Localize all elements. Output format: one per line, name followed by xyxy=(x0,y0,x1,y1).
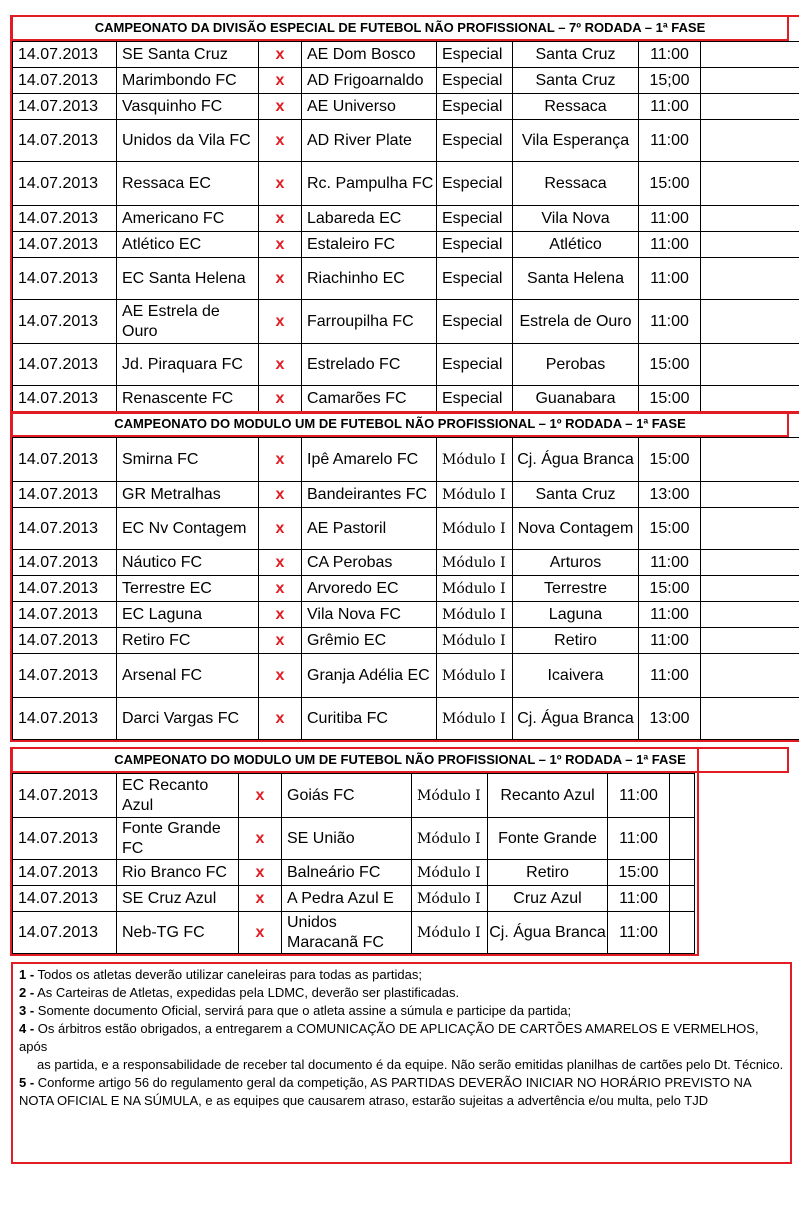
division: Especial xyxy=(437,68,513,94)
empty-cell xyxy=(701,68,799,94)
kickoff-time: 11:00 xyxy=(639,300,701,344)
empty-cell xyxy=(701,206,799,232)
division: Módulo I xyxy=(437,576,513,602)
home-team: Náutico FC xyxy=(117,550,259,576)
division: Módulo I xyxy=(412,860,488,886)
versus-mark: x xyxy=(239,818,282,860)
table-row xyxy=(13,232,799,258)
table-row xyxy=(13,628,799,654)
kickoff-time: 15:00 xyxy=(639,576,701,602)
home-team: Marimbondo FC xyxy=(117,68,259,94)
venue: Cj. Água Branca xyxy=(488,912,608,954)
table-row xyxy=(13,120,799,162)
home-team: Fonte Grande FC xyxy=(117,818,239,860)
home-team: Jd. Piraquara FC xyxy=(117,344,259,386)
division: Especial xyxy=(437,162,513,206)
venue: Estrela de Ouro xyxy=(513,300,639,344)
division: Módulo I xyxy=(437,628,513,654)
match-date: 14.07.2013 xyxy=(13,774,117,818)
table-row xyxy=(13,886,695,912)
table-row xyxy=(13,508,799,550)
away-team: Granja Adélia EC xyxy=(302,654,437,698)
division: Módulo I xyxy=(412,774,488,818)
away-team: AE Universo xyxy=(302,94,437,120)
division: Especial xyxy=(437,206,513,232)
kickoff-time: 11:00 xyxy=(639,550,701,576)
kickoff-time: 11:00 xyxy=(608,912,670,954)
empty-cell xyxy=(670,774,695,818)
table-row xyxy=(13,576,799,602)
note-4-continued: as partida, e a responsabilidade de receber tal documento é da equipe. Não serão emitidas planilhas de cartões pelo Dt. Técnico. xyxy=(37,1057,784,1072)
division: Módulo I xyxy=(437,438,513,482)
kickoff-time: 11:00 xyxy=(639,42,701,68)
away-team: Grêmio EC xyxy=(302,628,437,654)
away-team: Unidos Maracanã FC xyxy=(282,912,412,954)
kickoff-time: 15:00 xyxy=(608,860,670,886)
venue: Nova Contagem xyxy=(513,508,639,550)
versus-mark: x xyxy=(259,654,302,698)
kickoff-time: 15:00 xyxy=(639,508,701,550)
empty-cell xyxy=(701,550,799,576)
away-team: AD Frigoarnaldo xyxy=(302,68,437,94)
table-row xyxy=(13,482,799,508)
away-team: Goiás FC xyxy=(282,774,412,818)
division: Módulo I xyxy=(437,602,513,628)
venue: Santa Cruz xyxy=(513,482,639,508)
home-team: SE Santa Cruz xyxy=(117,42,259,68)
home-team: Terrestre EC xyxy=(117,576,259,602)
note-3: 3 - Somente documento Oficial, servirá para que o atleta assine a súmula e participe da partida; xyxy=(19,1003,572,1018)
division: Módulo I xyxy=(437,508,513,550)
versus-mark: x xyxy=(259,206,302,232)
away-team: Rc. Pampulha FC xyxy=(302,162,437,206)
versus-mark: x xyxy=(239,774,282,818)
division: Especial xyxy=(437,258,513,300)
empty-cell xyxy=(701,602,799,628)
venue: Laguna xyxy=(513,602,639,628)
venue: Retiro xyxy=(513,628,639,654)
venue: Retiro xyxy=(488,860,608,886)
table-row xyxy=(13,162,799,206)
versus-mark: x xyxy=(259,698,302,740)
table-row xyxy=(13,912,695,954)
venue: Recanto Azul xyxy=(488,774,608,818)
kickoff-time: 11:00 xyxy=(639,258,701,300)
versus-mark: x xyxy=(259,550,302,576)
kickoff-time: 15;00 xyxy=(639,68,701,94)
kickoff-time: 15:00 xyxy=(639,438,701,482)
note-4: 4 - Os árbitros estão obrigados, a entregarem a COMUNICAÇÃO DE APLICAÇÃO DE CARTÕES AMARELOS E VERMELHOS, após xyxy=(19,1021,759,1054)
division: Módulo I xyxy=(437,550,513,576)
division: Módulo I xyxy=(437,698,513,740)
venue: Fonte Grande xyxy=(488,818,608,860)
home-team: EC Santa Helena xyxy=(117,258,259,300)
section-title-modulo-um: CAMPEONATO DO MODULO UM DE FUTEBOL NÃO PROFISSIONAL – 1º RODADA – 1ª FASE xyxy=(11,411,789,437)
venue: Perobas xyxy=(513,344,639,386)
empty-cell xyxy=(701,232,799,258)
home-team: Renascente FC xyxy=(117,386,259,412)
empty-cell xyxy=(701,42,799,68)
versus-mark: x xyxy=(259,344,302,386)
home-team: Vasquinho FC xyxy=(117,94,259,120)
versus-mark: x xyxy=(239,886,282,912)
away-team: AE Dom Bosco xyxy=(302,42,437,68)
empty-cell xyxy=(701,94,799,120)
away-team: Labareda EC xyxy=(302,206,437,232)
table-row xyxy=(13,438,799,482)
empty-cell xyxy=(701,628,799,654)
match-date: 14.07.2013 xyxy=(13,698,117,740)
venue: Cj. Água Branca xyxy=(513,438,639,482)
empty-cell xyxy=(701,386,799,412)
versus-mark: x xyxy=(259,258,302,300)
away-team: Bandeirantes FC xyxy=(302,482,437,508)
home-team: Darci Vargas FC xyxy=(117,698,259,740)
venue: Vila Esperança xyxy=(513,120,639,162)
versus-mark: x xyxy=(259,42,302,68)
home-team: EC Laguna xyxy=(117,602,259,628)
table-row xyxy=(13,698,799,740)
away-team: Estaleiro FC xyxy=(302,232,437,258)
home-team: Unidos da Vila FC xyxy=(117,120,259,162)
division: Especial xyxy=(437,386,513,412)
match-date: 14.07.2013 xyxy=(13,258,117,300)
division: Módulo I xyxy=(412,886,488,912)
table-row xyxy=(13,42,799,68)
away-team: AE Pastoril xyxy=(302,508,437,550)
versus-mark: x xyxy=(259,482,302,508)
venue: Icaivera xyxy=(513,654,639,698)
table-row xyxy=(13,602,799,628)
empty-cell xyxy=(670,886,695,912)
versus-mark: x xyxy=(259,232,302,258)
venue: Cj. Água Branca xyxy=(513,698,639,740)
match-date: 14.07.2013 xyxy=(13,68,117,94)
venue: Terrestre xyxy=(513,576,639,602)
table-row xyxy=(13,860,695,886)
away-team: Balneário FC xyxy=(282,860,412,886)
empty-cell xyxy=(701,508,799,550)
home-team: Atlético EC xyxy=(117,232,259,258)
home-team: Smirna FC xyxy=(117,438,259,482)
match-date: 14.07.2013 xyxy=(13,576,117,602)
match-date: 14.07.2013 xyxy=(13,300,117,344)
away-team: A Pedra Azul E xyxy=(282,886,412,912)
match-date: 14.07.2013 xyxy=(13,482,117,508)
kickoff-time: 13:00 xyxy=(639,482,701,508)
table-row xyxy=(13,386,799,412)
division: Especial xyxy=(437,300,513,344)
away-team: Vila Nova FC xyxy=(302,602,437,628)
venue: Cruz Azul xyxy=(488,886,608,912)
match-date: 14.07.2013 xyxy=(13,438,117,482)
away-team: CA Perobas xyxy=(302,550,437,576)
away-team: Estrelado FC xyxy=(302,344,437,386)
table-row xyxy=(13,94,799,120)
home-team: Rio Branco FC xyxy=(117,860,239,886)
table-row xyxy=(13,258,799,300)
versus-mark: x xyxy=(259,68,302,94)
division: Módulo I xyxy=(412,818,488,860)
versus-mark: x xyxy=(259,162,302,206)
kickoff-time: 13:00 xyxy=(639,698,701,740)
versus-mark: x xyxy=(239,860,282,886)
away-team: Ipê Amarelo FC xyxy=(302,438,437,482)
match-date: 14.07.2013 xyxy=(13,386,117,412)
match-date: 14.07.2013 xyxy=(13,860,117,886)
empty-cell xyxy=(701,162,799,206)
home-team: Ressaca EC xyxy=(117,162,259,206)
games-table-especial xyxy=(12,41,799,412)
empty-cell xyxy=(701,482,799,508)
note-1: 1 - Todos os atletas deverão utilizar caneleiras para todas as partidas; xyxy=(19,967,422,982)
away-team: Curitiba FC xyxy=(302,698,437,740)
empty-cell xyxy=(701,438,799,482)
match-date: 14.07.2013 xyxy=(13,886,117,912)
rules-notes xyxy=(11,962,792,1164)
kickoff-time: 11:00 xyxy=(608,818,670,860)
home-team: SE Cruz Azul xyxy=(117,886,239,912)
versus-mark: x xyxy=(259,300,302,344)
versus-mark: x xyxy=(259,508,302,550)
empty-cell xyxy=(701,120,799,162)
venue: Atlético xyxy=(513,232,639,258)
home-team: Americano FC xyxy=(117,206,259,232)
home-team: Arsenal FC xyxy=(117,654,259,698)
note-5: 5 - Conforme artigo 56 do regulamento geral da competição, AS PARTIDAS DEVERÃO INICIAR NO HORÁRIO PREVISTO NA NOTA OFICIAL E NA SÚMULA, e as equipes que causarem atraso, estarão sujeitas a advertência e/ou multa, pelo TJD xyxy=(19,1075,751,1108)
home-team: EC Recanto Azul xyxy=(117,774,239,818)
versus-mark: x xyxy=(259,576,302,602)
away-team: Arvoredo EC xyxy=(302,576,437,602)
empty-cell xyxy=(701,300,799,344)
match-date: 14.07.2013 xyxy=(13,508,117,550)
empty-cell xyxy=(701,576,799,602)
table-row xyxy=(13,818,695,860)
empty-cell xyxy=(701,654,799,698)
table-row xyxy=(13,300,799,344)
table-row xyxy=(13,344,799,386)
division: Especial xyxy=(437,232,513,258)
table-row xyxy=(13,68,799,94)
versus-mark: x xyxy=(259,120,302,162)
venue: Guanabara xyxy=(513,386,639,412)
kickoff-time: 15:00 xyxy=(639,344,701,386)
venue: Santa Cruz xyxy=(513,68,639,94)
empty-cell xyxy=(701,344,799,386)
versus-mark: x xyxy=(259,628,302,654)
match-date: 14.07.2013 xyxy=(13,42,117,68)
versus-mark: x xyxy=(259,386,302,412)
venue: Santa Helena xyxy=(513,258,639,300)
match-date: 14.07.2013 xyxy=(13,654,117,698)
home-team: AE Estrela de Ouro xyxy=(117,300,259,344)
away-team: AD River Plate xyxy=(302,120,437,162)
empty-cell xyxy=(701,698,799,740)
home-team: Retiro FC xyxy=(117,628,259,654)
kickoff-time: 11:00 xyxy=(608,774,670,818)
match-date: 14.07.2013 xyxy=(13,94,117,120)
venue: Santa Cruz xyxy=(513,42,639,68)
empty-cell xyxy=(670,912,695,954)
match-date: 14.07.2013 xyxy=(13,818,117,860)
note-2: 2 - As Carteiras de Atletas, expedidas pela LDMC, deverão ser plastificadas. xyxy=(19,985,460,1000)
venue: Ressaca xyxy=(513,162,639,206)
division: Especial xyxy=(437,344,513,386)
games-table-modulo-um xyxy=(12,437,799,740)
kickoff-time: 11:00 xyxy=(639,94,701,120)
section-title-especial: CAMPEONATO DA DIVISÃO ESPECIAL DE FUTEBOL NÃO PROFISSIONAL – 7º RODADA – 1ª FASE xyxy=(11,15,789,41)
division: Módulo I xyxy=(437,482,513,508)
division: Módulo I xyxy=(412,912,488,954)
match-date: 14.07.2013 xyxy=(13,120,117,162)
kickoff-time: 11:00 xyxy=(639,232,701,258)
match-date: 14.07.2013 xyxy=(13,162,117,206)
match-date: 14.07.2013 xyxy=(13,232,117,258)
venue: Vila Nova xyxy=(513,206,639,232)
kickoff-time: 11:00 xyxy=(608,886,670,912)
home-team: Neb-TG FC xyxy=(117,912,239,954)
match-date: 14.07.2013 xyxy=(13,344,117,386)
kickoff-time: 11:00 xyxy=(639,206,701,232)
away-team: Farroupilha FC xyxy=(302,300,437,344)
home-team: GR Metralhas xyxy=(117,482,259,508)
versus-mark: x xyxy=(259,602,302,628)
section-title-modulo-um-2: CAMPEONATO DO MODULO UM DE FUTEBOL NÃO PROFISSIONAL – 1º RODADA – 1ª FASE xyxy=(11,747,789,773)
empty-cell xyxy=(670,818,695,860)
kickoff-time: 11:00 xyxy=(639,120,701,162)
table-row xyxy=(13,774,695,818)
table-row xyxy=(13,206,799,232)
versus-mark: x xyxy=(239,912,282,954)
venue: Arturos xyxy=(513,550,639,576)
venue: Ressaca xyxy=(513,94,639,120)
division: Especial xyxy=(437,42,513,68)
division: Módulo I xyxy=(437,654,513,698)
match-date: 14.07.2013 xyxy=(13,628,117,654)
kickoff-time: 15:00 xyxy=(639,386,701,412)
division: Especial xyxy=(437,120,513,162)
kickoff-time: 15:00 xyxy=(639,162,701,206)
division: Especial xyxy=(437,94,513,120)
versus-mark: x xyxy=(259,94,302,120)
match-date: 14.07.2013 xyxy=(13,206,117,232)
table-row xyxy=(13,550,799,576)
away-team: Riachinho EC xyxy=(302,258,437,300)
match-date: 14.07.2013 xyxy=(13,602,117,628)
kickoff-time: 11:00 xyxy=(639,654,701,698)
games-table-modulo-um-2 xyxy=(12,773,695,954)
versus-mark: x xyxy=(259,438,302,482)
kickoff-time: 11:00 xyxy=(639,628,701,654)
match-date: 14.07.2013 xyxy=(13,912,117,954)
empty-cell xyxy=(670,860,695,886)
empty-cell xyxy=(701,258,799,300)
away-team: SE União xyxy=(282,818,412,860)
table-row xyxy=(13,654,799,698)
match-date: 14.07.2013 xyxy=(13,550,117,576)
away-team: Camarões FC xyxy=(302,386,437,412)
home-team: EC Nv Contagem xyxy=(117,508,259,550)
kickoff-time: 11:00 xyxy=(639,602,701,628)
